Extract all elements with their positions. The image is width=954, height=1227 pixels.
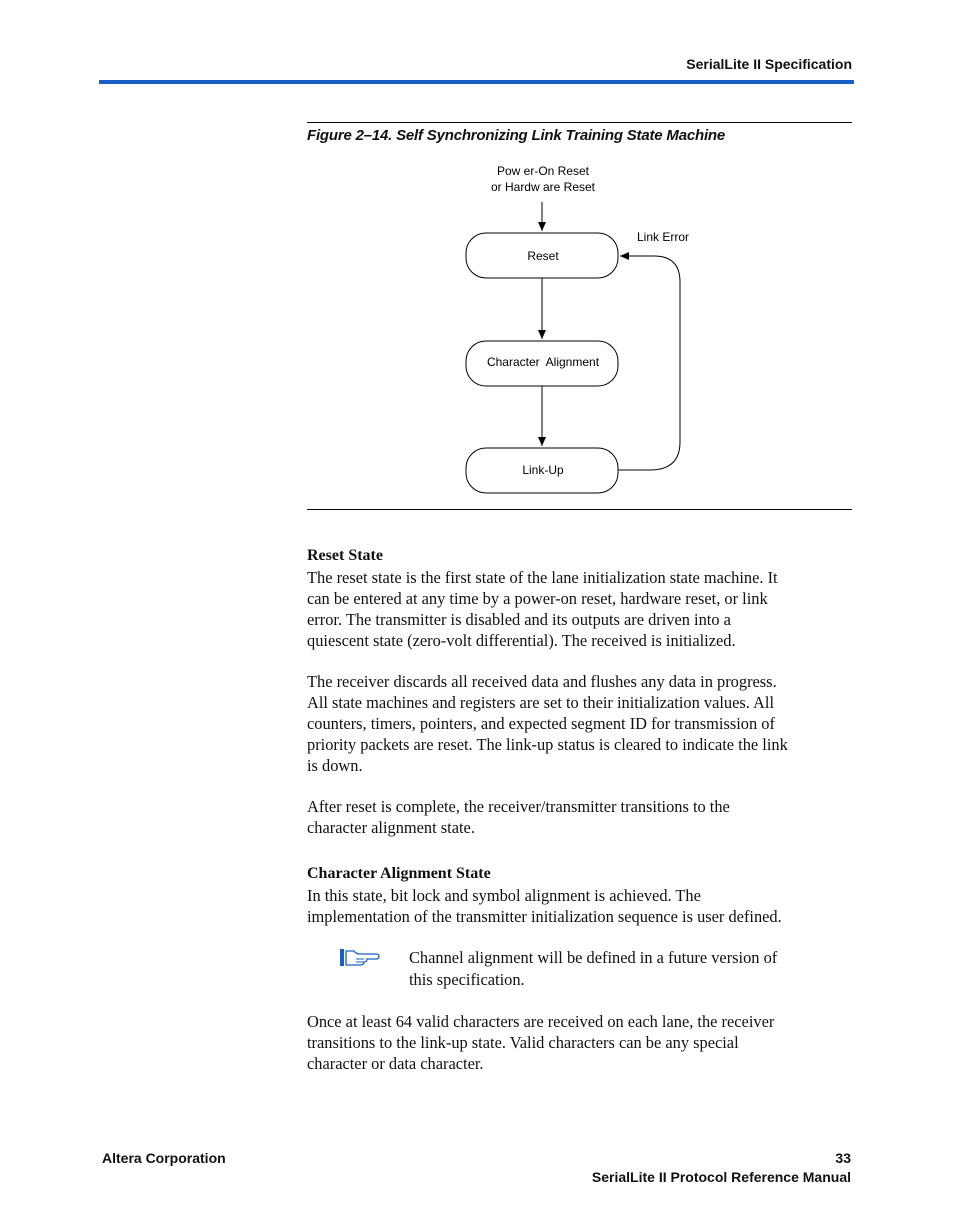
text-line: transitions to the link-up state. Valid characters can be any special — [307, 1033, 739, 1052]
paragraph — [307, 671, 857, 776]
text-line: this specification. — [409, 970, 525, 989]
state-reset-label: Reset — [527, 249, 559, 263]
text-line: character alignment state. — [307, 818, 475, 837]
section-heading-reset-state: Reset State — [307, 547, 383, 564]
text-line: quiescent state (zero-volt differential). The received is initialized. — [307, 631, 736, 650]
footer-company: Altera Corporation — [102, 1150, 226, 1166]
state-character-alignment-label: Character Alignment — [486, 355, 600, 369]
footer-manual-title: SerialLite II Protocol Reference Manual — [591, 1169, 851, 1185]
figure-bottom-rule — [307, 509, 852, 510]
text-line: The reset state is the first state of the lane initialization state machine. It — [307, 568, 778, 587]
link-error-arrow — [618, 256, 680, 470]
text-line: character or data character. — [307, 1054, 484, 1073]
text-line: Once at least 64 valid characters are received on each lane, the receiver — [307, 1012, 775, 1031]
text-line: All state machines and registers are set to their initialization values. All — [307, 693, 774, 712]
paragraph — [307, 796, 857, 838]
text-line: The receiver discards all received data and flushes any data in progress. — [307, 672, 777, 691]
entry-label-line2: or Hardw are Reset — [490, 180, 596, 194]
text-line: can be entered at any time by a power-on reset, hardware reset, or link — [307, 589, 768, 608]
text-line: In this state, bit lock and symbol alignment is achieved. The — [307, 886, 701, 905]
entry-label-line1: Pow er-On Reset — [496, 164, 590, 178]
pointing-hand-icon — [338, 946, 382, 970]
paragraph — [307, 1011, 857, 1074]
paragraph — [307, 567, 857, 651]
footer-page-number: 33 — [835, 1150, 851, 1166]
figure-caption: Figure 2–14. Self Synchronizing Link Training State Machine — [307, 127, 726, 144]
text-line: counters, timers, pointers, and expected segment ID for transmission of — [307, 714, 775, 733]
state-machine-diagram — [430, 150, 710, 505]
paragraph — [307, 885, 857, 927]
header-rule — [99, 80, 854, 84]
link-error-label: Link Error — [637, 230, 690, 244]
text-line: Channel alignment will be defined in a future version of — [409, 948, 778, 967]
figure-top-rule — [307, 122, 852, 123]
state-link-up-label: Link-Up — [522, 463, 564, 477]
note-text — [409, 947, 849, 991]
text-line: priority packets are reset. The link-up status is cleared to indicate the link — [307, 735, 788, 754]
section-heading-character-alignment-state: Character Alignment State — [307, 865, 491, 882]
text-line: error. The transmitter is disabled and its outputs are driven into a — [307, 610, 731, 629]
text-line: is down. — [307, 756, 363, 775]
page-header-title: SerialLite II Specification — [686, 56, 852, 72]
text-line: After reset is complete, the receiver/transmitter transitions to the — [307, 797, 730, 816]
text-line: implementation of the transmitter initialization sequence is user defined. — [307, 907, 782, 926]
